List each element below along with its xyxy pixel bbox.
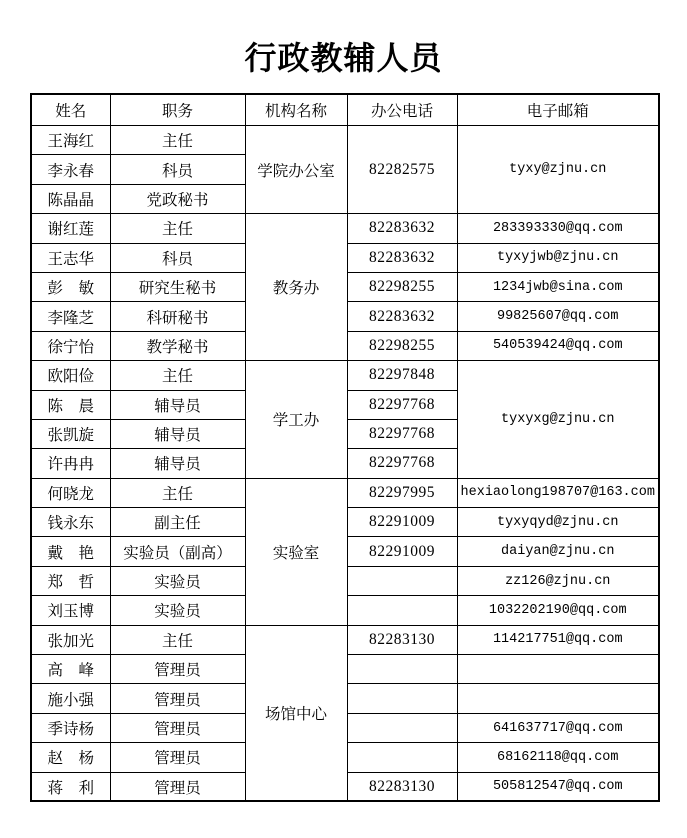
header-phone: 办公电话 — [347, 94, 457, 126]
phone-cell: 82297768 — [347, 390, 457, 419]
name-cell: 赵 杨 — [31, 743, 110, 772]
phone-cell — [347, 743, 457, 772]
table-row — [31, 126, 659, 155]
staff-table — [30, 93, 660, 802]
name-cell: 刘玉博 — [31, 596, 110, 625]
name-cell: 何晓龙 — [31, 478, 110, 507]
email-cell: 1032202190@qq.com — [457, 596, 659, 625]
position-cell: 主任 — [110, 478, 245, 507]
phone-cell — [347, 655, 457, 684]
position-cell: 管理员 — [110, 684, 245, 713]
name-cell: 徐宁怡 — [31, 331, 110, 360]
name-cell: 戴 艳 — [31, 537, 110, 566]
email-cell: 68162118@qq.com — [457, 743, 659, 772]
name-cell: 李永春 — [31, 155, 110, 184]
email-cell: tyxyjwb@zjnu.cn — [457, 243, 659, 272]
org-cell: 场馆中心 — [245, 625, 347, 801]
name-cell: 许冉冉 — [31, 449, 110, 478]
header-name: 姓名 — [31, 94, 110, 126]
name-cell: 钱永东 — [31, 508, 110, 537]
name-cell: 季诗杨 — [31, 713, 110, 742]
email-cell: zz126@zjnu.cn — [457, 566, 659, 595]
phone-cell: 82297848 — [347, 361, 457, 390]
phone-cell: 82298255 — [347, 331, 457, 360]
phone-cell: 82283130 — [347, 772, 457, 801]
table-row — [31, 361, 659, 390]
phone-cell: 82282575 — [347, 126, 457, 214]
email-cell — [457, 684, 659, 713]
header-org: 机构名称 — [245, 94, 347, 126]
position-cell: 科研秘书 — [110, 302, 245, 331]
position-cell: 科员 — [110, 243, 245, 272]
name-cell: 李隆芝 — [31, 302, 110, 331]
position-cell: 实验员 — [110, 566, 245, 595]
email-cell: tyxyqyd@zjnu.cn — [457, 508, 659, 537]
position-cell: 辅导员 — [110, 419, 245, 448]
phone-cell — [347, 684, 457, 713]
org-cell: 教务办 — [245, 214, 347, 361]
email-cell — [457, 655, 659, 684]
name-cell: 王志华 — [31, 243, 110, 272]
position-cell: 主任 — [110, 625, 245, 654]
name-cell: 谢红莲 — [31, 214, 110, 243]
phone-cell: 82291009 — [347, 537, 457, 566]
table-row — [31, 214, 659, 243]
phone-cell: 82291009 — [347, 508, 457, 537]
phone-cell: 82283632 — [347, 302, 457, 331]
position-cell: 实验员 — [110, 596, 245, 625]
phone-cell: 82298255 — [347, 272, 457, 301]
position-cell: 主任 — [110, 361, 245, 390]
position-cell: 实验员（副高） — [110, 537, 245, 566]
phone-cell: 82297768 — [347, 419, 457, 448]
email-cell: 641637717@qq.com — [457, 713, 659, 742]
table-row — [31, 625, 659, 654]
phone-cell: 82283130 — [347, 625, 457, 654]
position-cell: 管理员 — [110, 655, 245, 684]
position-cell: 管理员 — [110, 772, 245, 801]
email-cell: 1234jwb@sina.com — [457, 272, 659, 301]
name-cell: 陈晶晶 — [31, 184, 110, 213]
email-cell: tyxy@zjnu.cn — [457, 126, 659, 214]
table-header-row — [31, 94, 659, 126]
position-cell: 研究生秘书 — [110, 272, 245, 301]
email-cell: 283393330@qq.com — [457, 214, 659, 243]
phone-cell — [347, 596, 457, 625]
name-cell: 张加光 — [31, 625, 110, 654]
position-cell: 主任 — [110, 214, 245, 243]
phone-cell — [347, 713, 457, 742]
name-cell: 彭 敏 — [31, 272, 110, 301]
phone-cell: 82297768 — [347, 449, 457, 478]
email-cell: hexiaolong198707@163.com — [457, 478, 659, 507]
header-position: 职务 — [110, 94, 245, 126]
email-cell: 505812547@qq.com — [457, 772, 659, 801]
org-cell: 学院办公室 — [245, 126, 347, 214]
name-cell: 张凯旋 — [31, 419, 110, 448]
email-cell: daiyan@zjnu.cn — [457, 537, 659, 566]
position-cell: 管理员 — [110, 713, 245, 742]
position-cell: 主任 — [110, 126, 245, 155]
position-cell: 辅导员 — [110, 390, 245, 419]
email-cell: tyxyxg@zjnu.cn — [457, 361, 659, 479]
email-cell: 114217751@qq.com — [457, 625, 659, 654]
email-cell: 99825607@qq.com — [457, 302, 659, 331]
name-cell: 蒋 利 — [31, 772, 110, 801]
email-cell: 540539424@qq.com — [457, 331, 659, 360]
phone-cell: 82297995 — [347, 478, 457, 507]
name-cell: 欧阳俭 — [31, 361, 110, 390]
phone-cell — [347, 566, 457, 595]
position-cell: 教学秘书 — [110, 331, 245, 360]
table-row — [31, 478, 659, 507]
org-cell: 实验室 — [245, 478, 347, 625]
name-cell: 王海红 — [31, 126, 110, 155]
phone-cell: 82283632 — [347, 214, 457, 243]
name-cell: 高 峰 — [31, 655, 110, 684]
name-cell: 郑 哲 — [31, 566, 110, 595]
page-title: 行政教辅人员 — [244, 40, 443, 76]
position-cell: 科员 — [110, 155, 245, 184]
org-cell: 学工办 — [245, 361, 347, 479]
name-cell: 施小强 — [31, 684, 110, 713]
phone-cell: 82283632 — [347, 243, 457, 272]
position-cell: 党政秘书 — [110, 184, 245, 213]
position-cell: 管理员 — [110, 743, 245, 772]
name-cell: 陈 晨 — [31, 390, 110, 419]
position-cell: 副主任 — [110, 508, 245, 537]
header-email: 电子邮箱 — [457, 94, 659, 126]
position-cell: 辅导员 — [110, 449, 245, 478]
